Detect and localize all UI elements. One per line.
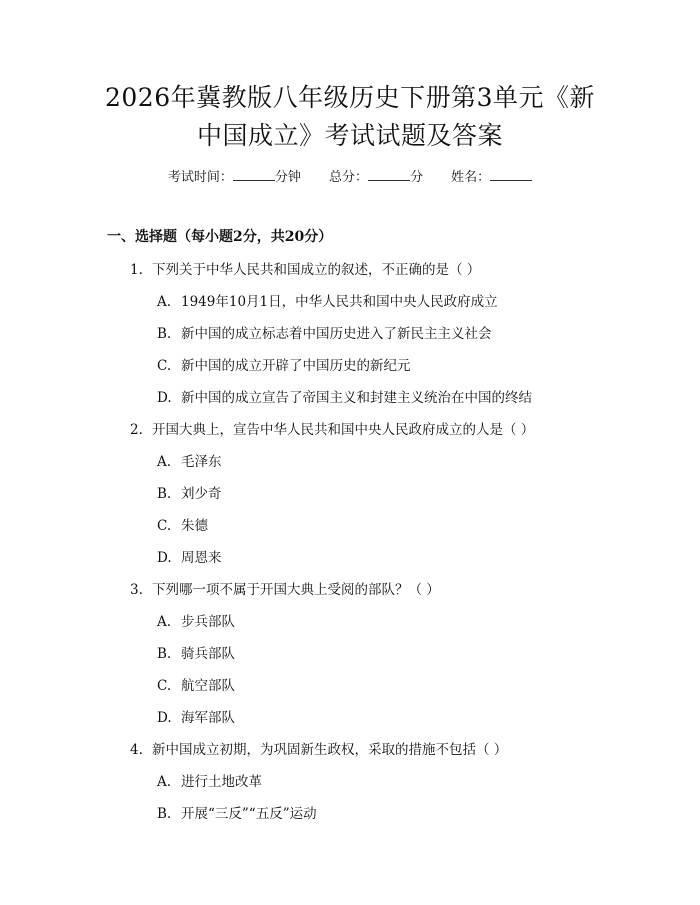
option-letter: D. — [157, 550, 172, 566]
exam-time-blank — [233, 168, 275, 181]
option-letter: D. — [157, 710, 172, 726]
option-text: 1949年10月1日，中华人民共和国中央人民政府成立 — [181, 294, 498, 310]
option-text: 朱德 — [181, 518, 208, 534]
option-letter: C. — [157, 518, 172, 534]
option-letter: B. — [157, 646, 172, 662]
option-text: 航空部队 — [181, 678, 235, 694]
option-text: 刘少奇 — [181, 486, 222, 502]
question — [130, 419, 534, 441]
answer-option — [157, 355, 411, 377]
question-text: 新中国成立初期，为巩固新生政权，采取的措施不包括（ ） — [152, 742, 508, 758]
exam-time-label: 考试时间： — [167, 170, 233, 185]
exam-score-unit: 分 — [410, 170, 424, 185]
question — [130, 739, 507, 761]
answer-option — [157, 483, 222, 505]
question-text: 开国大典上，宣告中华人民共和国中央人民政府成立的人是（ ） — [152, 422, 535, 438]
student-name-blank — [490, 168, 532, 181]
option-letter: C. — [157, 678, 172, 694]
answer-option — [157, 707, 235, 729]
answer-option — [157, 547, 222, 569]
section-heading: 一、选择题（每小题2分，共20分） — [107, 229, 333, 245]
answer-option — [157, 291, 498, 313]
option-text: 新中国的成立宣告了帝国主义和封建主义统治在中国的终结 — [181, 390, 532, 406]
exam-score-label: 总分： — [328, 170, 368, 185]
answer-option — [157, 611, 235, 633]
question-number: 1. — [130, 262, 143, 278]
exam-time — [168, 168, 301, 188]
page-title-line-2: 中国成立》考试试题及答案 — [196, 121, 503, 150]
question-text: 下列哪一项不属于开国大典上受阅的部队？（ ） — [152, 582, 440, 598]
option-text: 骑兵部队 — [181, 646, 235, 662]
student-name — [451, 168, 532, 188]
student-name-label: 姓名： — [451, 170, 491, 185]
option-letter: B. — [157, 806, 172, 822]
page-title-line-1: 2026年冀教版八年级历史下册第3单元《新 — [104, 83, 596, 112]
option-text: 新中国的成立标志着中国历史进入了新民主主义社会 — [181, 326, 492, 342]
answer-option — [157, 323, 492, 345]
option-letter: C. — [157, 358, 172, 374]
question — [130, 579, 440, 601]
option-text: 新中国的成立开辟了中国历史的新纪元 — [181, 358, 411, 374]
option-letter: A. — [157, 294, 172, 310]
option-letter: B. — [157, 486, 172, 502]
option-text: 周恩来 — [181, 550, 222, 566]
answer-option — [157, 451, 222, 473]
option-letter: B. — [157, 326, 172, 342]
option-text: 毛泽东 — [181, 454, 222, 470]
exam-time-unit: 分钟 — [274, 170, 301, 185]
answer-option — [157, 675, 235, 697]
exam-meta — [0, 168, 700, 188]
answer-option — [157, 387, 532, 409]
question-number: 3. — [130, 582, 143, 598]
option-letter: A. — [157, 454, 172, 470]
option-text: 进行土地改革 — [181, 774, 262, 790]
option-letter: D. — [157, 390, 172, 406]
option-text: 开展“三反”“五反”运动 — [181, 806, 317, 822]
option-letter: A. — [157, 614, 172, 630]
option-letter: A. — [157, 774, 172, 790]
exam-score-blank — [368, 168, 410, 181]
answer-option — [157, 771, 262, 793]
option-text: 步兵部队 — [181, 614, 235, 630]
exam-score — [329, 168, 423, 188]
answer-option — [157, 515, 208, 537]
option-text: 海军部队 — [181, 710, 235, 726]
question-text: 下列关于中华人民共和国成立的叙述，不正确的是（ ） — [152, 262, 481, 278]
answer-option — [157, 643, 235, 665]
question-number: 2. — [130, 422, 143, 438]
question — [130, 259, 480, 281]
answer-option — [157, 803, 317, 825]
question-number: 4. — [130, 742, 143, 758]
